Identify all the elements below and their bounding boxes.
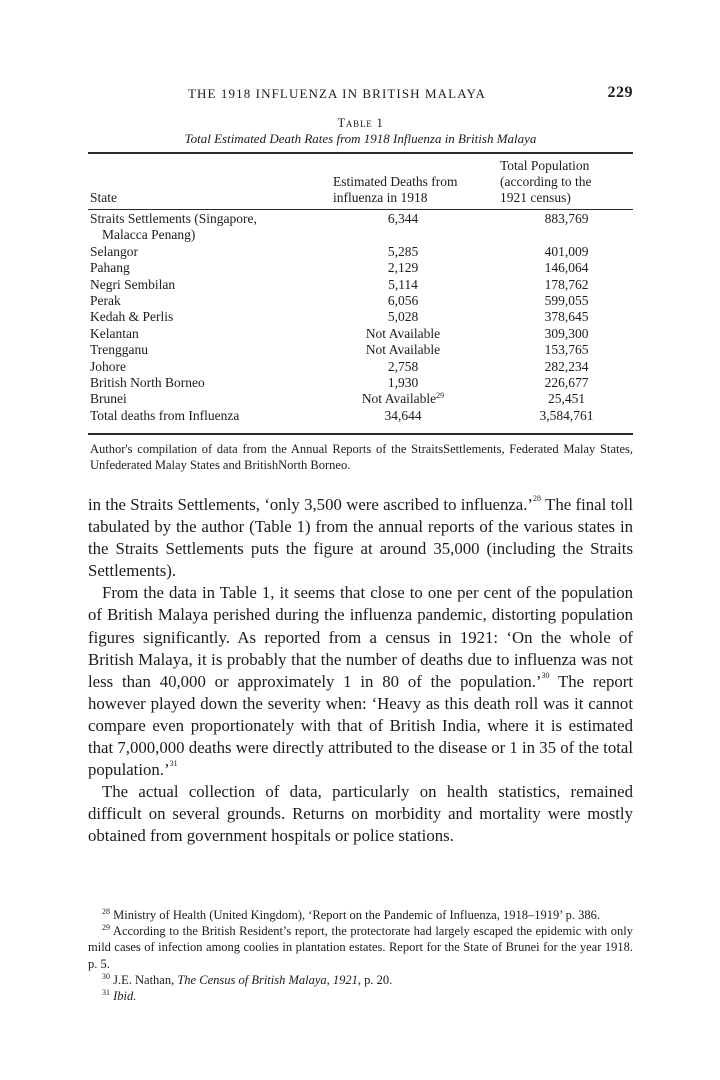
table-row	[88, 277, 633, 293]
table-row	[88, 244, 633, 260]
table-row	[88, 211, 633, 244]
table-row	[88, 309, 633, 325]
table-row	[88, 359, 633, 375]
cell-state: Trengganu	[90, 342, 149, 358]
state-name-continued: Malacca Penang)	[102, 227, 196, 243]
footnote-text: Ministry of Health (United Kingdom), ‘Report on the Pandemic of Influenza, 1918–1919’ p. 386.	[110, 908, 600, 922]
cell-population: 146,064	[544, 260, 589, 276]
cell-population: 226,677	[544, 374, 589, 390]
table-row-total	[88, 408, 633, 424]
running-title: THE 1918 INFLUENZA IN BRITISH MALAYA	[188, 86, 487, 101]
footnote	[88, 988, 633, 1004]
running-head	[88, 86, 633, 106]
footnote-ref[interactable]: 29	[436, 391, 445, 401]
footnote-ref[interactable]: 28	[533, 494, 542, 503]
cell-state: Pahang	[90, 260, 130, 276]
table-header	[88, 156, 633, 208]
state-name: Straits Settlements (Singapore,	[90, 211, 257, 226]
cell-deaths: 5,028	[387, 309, 419, 325]
cell-state: Kelantan	[90, 325, 139, 341]
table-label: Table 1	[337, 116, 384, 130]
cell-population: 401,009	[544, 243, 589, 259]
cell-deaths: 5,285	[387, 243, 419, 259]
cell-deaths: Not Available	[365, 325, 441, 341]
footnote-ref[interactable]: 31	[169, 759, 178, 769]
footnote-title: Ibid.	[113, 989, 137, 1004]
footnote	[88, 907, 633, 923]
footnote-number: 30	[102, 971, 110, 981]
cell-deaths: Not Available	[365, 342, 441, 358]
cell-state: Kedah & Perlis	[90, 309, 174, 325]
cell-population: 178,762	[544, 276, 589, 292]
cell-population: 378,645	[544, 309, 589, 325]
text-run: The report however played down the severity when: ‘Heavy as this death roll was it cannot compare even proportionately with that of British India, where it is estimated that 7,000,000 deaths were directly attributed to the disease or 1 in 35 of the total population.’	[88, 671, 633, 780]
header-deaths-line: Estimated Deaths from	[333, 174, 458, 189]
text-run: From the data in Table 1, it seems that close to one per cent of the population of British Malaya perished during the influenza pandemic, distorting population figures significantly. As reported from a census in 1921: ‘On the whole of British Malaya, it is probably that the number of deaths due to influenza was not less than 40,000 or approximately 1 in 80 of the population.’	[88, 583, 633, 691]
table-row	[88, 375, 633, 391]
cell-population: 599,055	[544, 292, 589, 308]
footnote-ref[interactable]: 30	[541, 670, 550, 680]
cell-state: Negri Sembilan	[90, 276, 176, 292]
footnote	[88, 972, 633, 988]
header-population-line: Total Population	[500, 158, 590, 173]
paragraph: The actual collection of data, particularly on health statistics, remained difficult on several grounds. Returns on morbidity and mortality were mostly obtained from government hospitals or police stations.	[88, 782, 633, 846]
header-population-line: (according to the	[500, 174, 592, 189]
paragraph	[88, 494, 633, 582]
deaths-value: Not Available	[361, 391, 437, 407]
page-number: 229	[607, 84, 633, 101]
body-text	[88, 494, 633, 848]
table-source-note: Author's compilation of data from the Annual Reports of the StraitsSettlements, Federated Malay States, Unfederated Malay States and BritishNorth Borneo.	[90, 442, 633, 472]
table-row	[88, 326, 633, 342]
cell-state: British North Borneo	[90, 374, 205, 390]
footnote-text: , p. 20.	[357, 972, 393, 987]
header-population	[500, 158, 591, 206]
cell-deaths: 2,129	[387, 260, 419, 276]
cell-state: Perak	[90, 292, 121, 308]
cell-state: Selangor	[90, 243, 138, 259]
footnote-text: J.E. Nathan,	[110, 972, 178, 987]
table-row	[88, 342, 633, 358]
table-body	[88, 211, 633, 424]
cell-population: 883,769	[544, 211, 589, 226]
table-row	[88, 391, 633, 407]
cell-state: Johore	[90, 358, 126, 374]
cell-deaths: 2,758	[387, 358, 419, 374]
table-row	[88, 293, 633, 309]
table-header-rule	[88, 209, 633, 210]
text-run: The final toll tabulated by the author (Table 1) from the annual reports of the various states in the Straits Settlements puts the figure at around 35,000 (including the Straits Settlements).	[88, 495, 633, 581]
text-run: in the Straits Settlements, ‘only 3,500 were ascribed to influenza.’	[88, 495, 534, 514]
header-population-line: 1921 census)	[500, 190, 571, 205]
cell-population: 282,234	[544, 358, 589, 374]
header-deaths-line: influenza in 1918	[333, 190, 428, 205]
footnote-number: 31	[102, 988, 110, 998]
table-top-rule	[88, 152, 633, 154]
footnotes	[88, 907, 633, 1004]
cell-deaths: 34,644	[384, 407, 422, 423]
table-bottom-rule	[88, 433, 633, 435]
table-row	[88, 260, 633, 276]
cell-state: Total deaths from Influenza	[90, 407, 240, 423]
cell-state: Brunei	[90, 391, 127, 407]
footnote-title: The Census of British Malaya, 1921	[177, 972, 358, 987]
cell-deaths: 6,344	[387, 211, 419, 226]
footnote-number: 28	[102, 907, 110, 916]
cell-deaths	[328, 391, 478, 407]
header-deaths	[333, 174, 457, 206]
header-state: State	[90, 190, 117, 205]
footnote-text: According to the British Resident’s report, the protectorate had largely escaped the epidemic with only mild cases of infection among coolies in plantation estates. Report for the State of Brunei for the year 1918. p. 5.	[88, 924, 633, 971]
cell-deaths: 6,056	[387, 292, 419, 308]
cell-state	[90, 211, 320, 244]
cell-population: 25,451	[547, 391, 586, 407]
footnote-number: 29	[102, 923, 110, 933]
paragraph	[88, 582, 633, 781]
cell-deaths: 1,930	[387, 374, 419, 390]
cell-population: 3,584,761	[539, 407, 594, 423]
footnote	[88, 923, 633, 972]
cell-deaths: 5,114	[388, 276, 418, 292]
cell-population: 153,765	[544, 342, 589, 358]
cell-population: 309,300	[544, 325, 589, 341]
table-caption: Total Estimated Death Rates from 1918 Influenza in British Malaya	[184, 131, 537, 146]
